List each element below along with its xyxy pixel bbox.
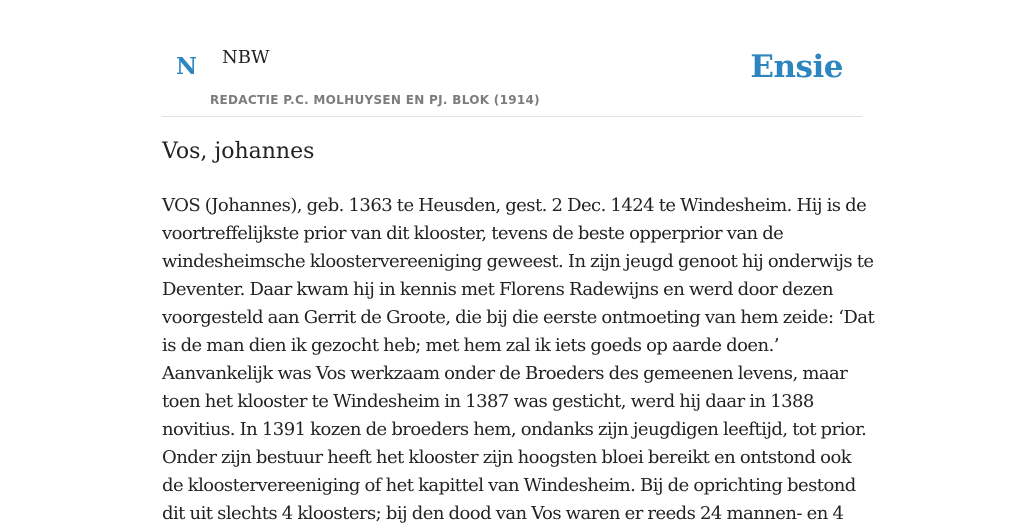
body-line: dit uit slechts 4 kloosters; bij den dood van Vos waren er reeds 24 mannen- en 4	[162, 503, 844, 524]
body-line: VOS (Johannes), geb. 1363 te Heusden, gest. 2 Dec. 1424 te Windesheim. Hij is de	[162, 195, 867, 216]
page-title: Vos, johannes	[162, 139, 315, 164]
body-line: is de man dien ik gezocht heb; met hem zal ik iets goeds op aarde doen.’	[162, 335, 779, 356]
source-logo[interactable]: N	[176, 53, 198, 80]
body-line: novitius. In 1391 kozen de broeders hem, ondanks zijn jeugdigen leeftijd, tot prior.	[162, 419, 867, 440]
body-line: toen het klooster te Windesheim in 1387 was gesticht, werd hij daar in 1388	[162, 391, 814, 412]
source-subtitle: REDACTIE P.C. MOLHUYSEN EN PJ. BLOK (1914)	[210, 93, 540, 107]
brand-logo[interactable]: Ensie	[750, 49, 843, 85]
body-line: voorgesteld aan Gerrit de Groote, die bij die eerste ontmoeting van hem zeide: ‘Dat	[162, 307, 875, 328]
body-line: voortreffelijkste prior van dit klooster, tevens de beste opperprior van de	[162, 223, 784, 244]
header	[162, 40, 862, 117]
body-line: Aanvankelijk was Vos werkzaam onder de Broeders des gemeenen levens, maar	[162, 363, 848, 384]
body-line: Deventer. Daar kwam hij in kennis met Florens Radewijns en werd door dezen	[162, 279, 834, 300]
body-line: de kloostervereeniging of het kapittel van Windesheim. Bij de oprichting bestond	[162, 475, 856, 496]
source-name[interactable]: NBW	[222, 47, 270, 68]
body-line: windesheimsche kloostervereeniging geweest. In zijn jeugd genoot hij onderwijs te	[162, 251, 874, 272]
article-body	[162, 192, 875, 528]
body-line: Onder zijn bestuur heeft het klooster zijn hoogsten bloei bereikt en ontstond ook	[162, 447, 852, 468]
